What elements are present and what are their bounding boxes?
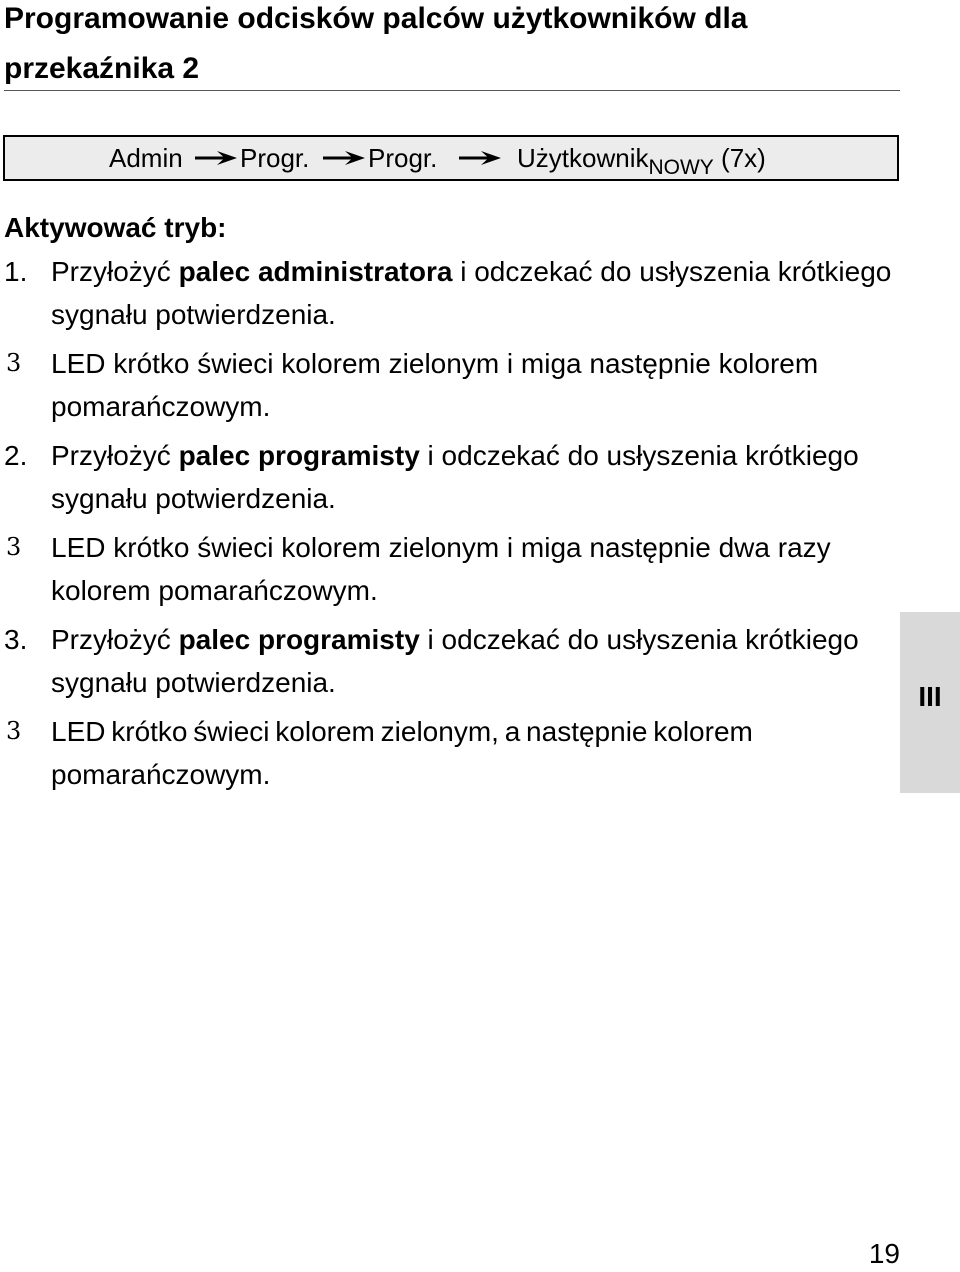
menu-step-repeat: (7x) [721, 143, 766, 173]
page-number: 19 [868, 1238, 900, 1269]
step-text-pre: Przyłożyć [51, 624, 179, 655]
step-text-post: i odczekać do usłyszenia krótkiego sygnału potwierdzenia. [51, 256, 892, 330]
heading-divider [4, 90, 900, 91]
menu-step-admin: Admin [109, 143, 183, 173]
step-text-pre: Przyłożyć [51, 440, 179, 471]
step-result [4, 710, 897, 796]
result-marker: 3 [6, 717, 22, 745]
result-text: LED krótko świeci kolorem zielonym, a następnie kolorem pomarańczowym. [51, 716, 753, 790]
step-text-post: i odczekać do usłyszenia krótkiego sygnału potwierdzenia. [51, 624, 859, 698]
arrow-right-icon [459, 151, 501, 165]
menu-step-user-new [517, 137, 766, 179]
menu-step-user-subscript: NOWY [648, 156, 714, 179]
step-text-bold: palec administratora [178, 256, 453, 287]
page-heading: Programowanie odcisków palców użytkowników dla przekaźnika 2 [4, 2, 748, 85]
result-text: LED krótko świeci kolorem zielonym i miga następnie kolorem pomarańczowym. [51, 348, 819, 422]
arrow-right-icon [195, 151, 237, 165]
menu-step-progr-2: Progr. [368, 143, 438, 173]
instruction-step [4, 434, 897, 520]
step-text-post: i odczekać do usłyszenia krótkiego sygnału potwierdzenia. [51, 440, 859, 514]
chapter-tab [900, 612, 960, 793]
instruction-step [4, 618, 897, 704]
result-marker: 3 [6, 349, 22, 377]
step-result [4, 342, 897, 428]
result-text: LED krótko świeci kolorem zielonym i miga następnie dwa razy kolorem pomarańczowym. [51, 532, 831, 606]
step-text-bold: palec programisty [178, 624, 420, 655]
step-number: 1. [4, 256, 28, 287]
mode-title: Aktywować tryb: [4, 212, 227, 243]
menu-step-progr-1: Progr. [240, 143, 310, 173]
step-number: 3. [4, 624, 28, 655]
instruction-list [4, 250, 897, 796]
instruction-step [4, 250, 897, 336]
result-marker: 3 [6, 533, 22, 561]
step-text-pre: Przyłożyć [51, 256, 179, 287]
step-number: 2. [4, 440, 28, 471]
chapter-tab-label: III [918, 681, 942, 712]
menu-path-box [3, 135, 899, 181]
step-text-bold: palec programisty [178, 440, 420, 471]
step-result [4, 526, 897, 612]
menu-step-user-label: Użytkownik [517, 143, 649, 173]
arrow-right-icon [323, 151, 365, 165]
